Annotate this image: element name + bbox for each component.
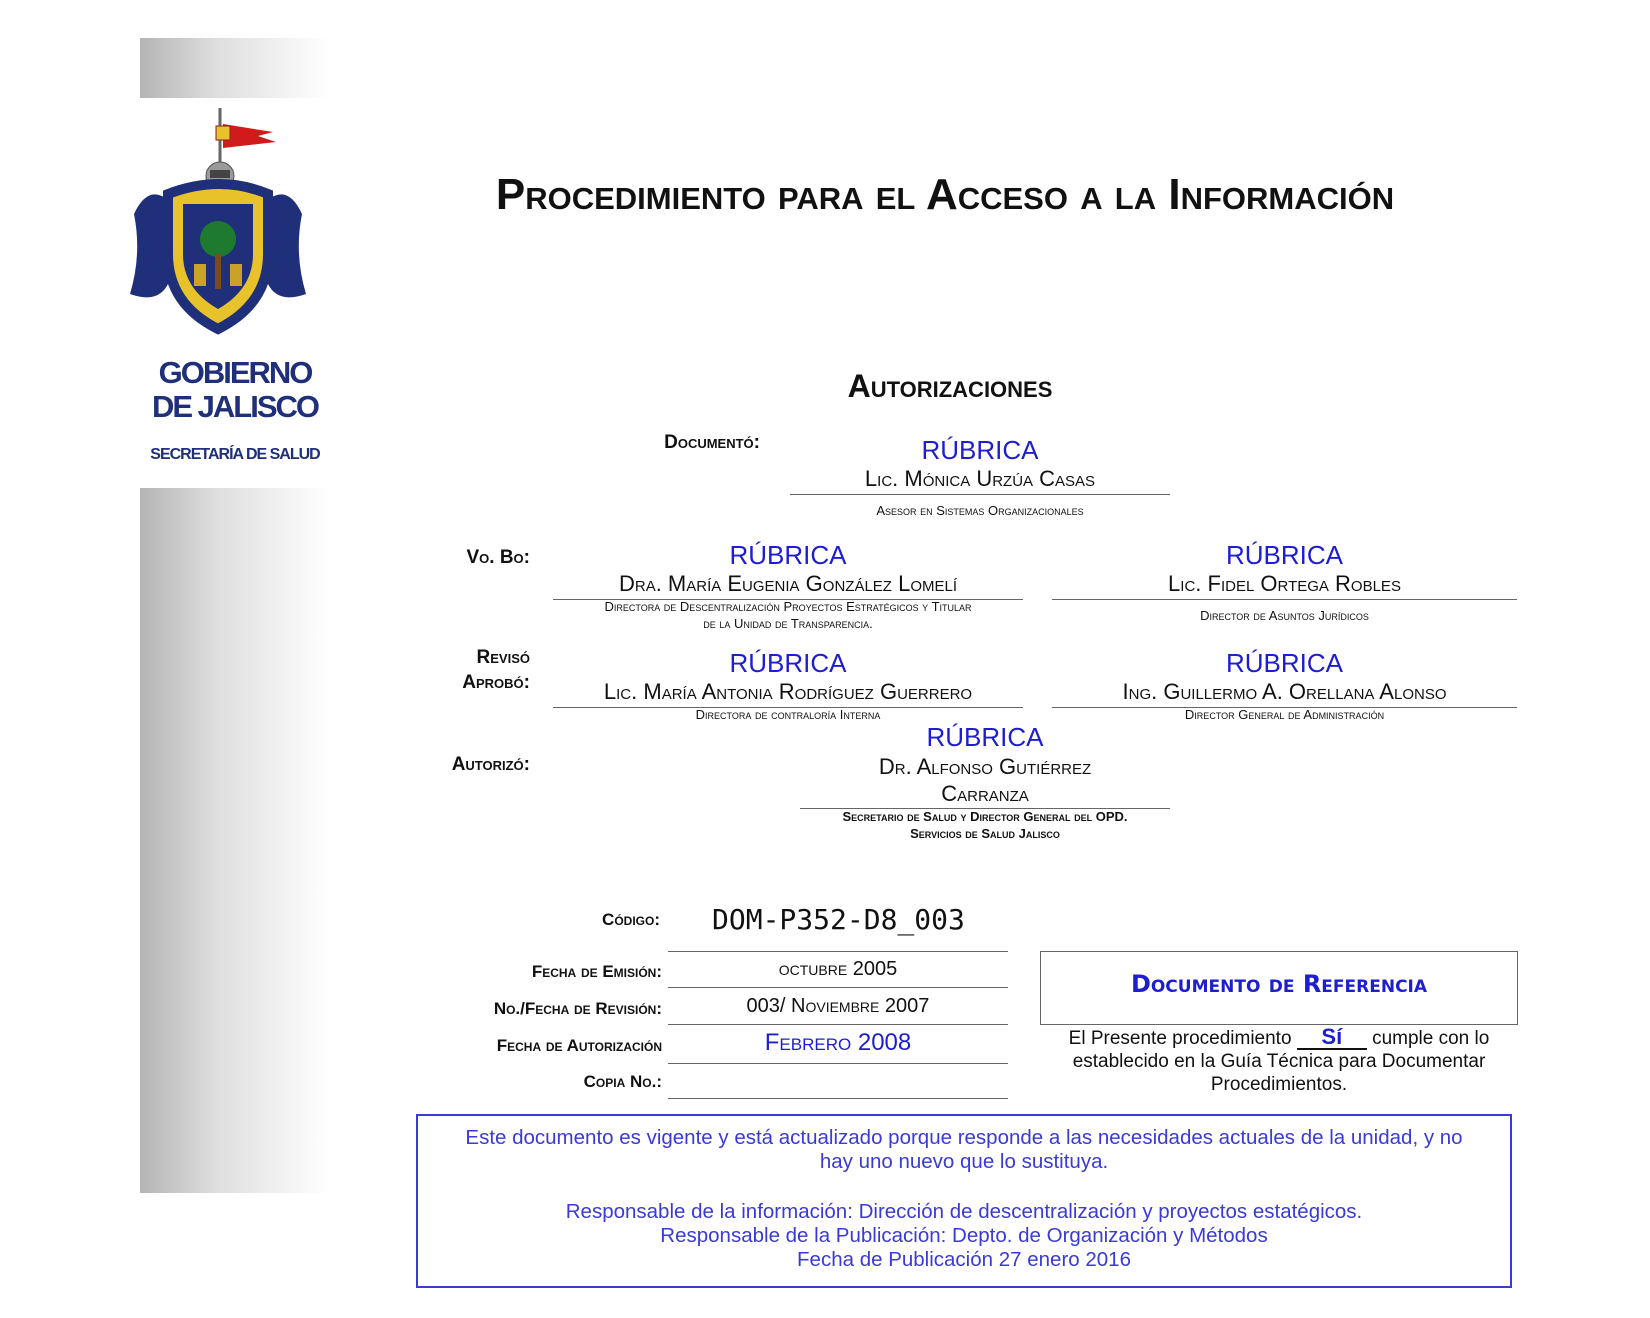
documento-role: Asesor en Sistemas Organizacionales (876, 503, 1084, 518)
documento-rubrica: RÚBRICA (921, 435, 1039, 465)
fechas-top-rule (668, 951, 1008, 952)
coat-of-arms-icon (128, 104, 308, 344)
page-title: Procedimiento para el Acceso a la Información (495, 170, 1395, 219)
autorizo-name-line2: Carranza (941, 781, 1029, 806)
vobo-label: Vo. Bo: (466, 547, 530, 568)
autorizo-role-line2: Servicios de Salud Jalisco (910, 826, 1060, 841)
reviso-label (330, 645, 530, 695)
fecha-emision-value: octubre 2005 (668, 958, 1008, 988)
referencia-line1 (1040, 1026, 1518, 1050)
reviso-label-line2: Aprobó: (462, 672, 530, 693)
notice-line3: Responsable de la información: Dirección de descentralización y proyectos estatégicos. (565, 1200, 1363, 1223)
section-heading: Autorizaciones (847, 368, 1053, 404)
sidebar-top-bar (140, 38, 330, 98)
fecha-revision-value: 003/ Noviembre 2007 (668, 995, 1008, 1025)
copia-value (668, 1068, 1008, 1099)
referencia-line2: establecido en la Guía Técnica para Documentar (1072, 1051, 1486, 1072)
notice-line1: Este documento es vigente y está actualizado porque responde a las necesidades actuales de la unidad, y no (465, 1126, 1463, 1149)
referencia-line3: Procedimientos. (1210, 1074, 1348, 1095)
fecha-revision-label: No./Fecha de Revisión: (493, 999, 662, 1018)
reviso-left-role: Directora de contraloría Interna (695, 707, 881, 722)
vobo-right-role: Director de Asuntos Jurídicos (1200, 608, 1369, 623)
notice-line4: Responsable de la Publicación: Depto. de Organización y Métodos (660, 1224, 1268, 1247)
referencia-text-before: El Presente procedimiento (1068, 1028, 1292, 1049)
autorizo-role-line1: Secretario de Salud y Director General del OPD. (842, 809, 1128, 824)
vobo-left-role (553, 598, 1023, 632)
vobo-right-name: Lic. Fidel Ortega Robles (1052, 571, 1517, 600)
autorizo-label: Autorizó: (451, 754, 530, 775)
notice-line5: Fecha de Publicación 27 enero 2016 (797, 1248, 1131, 1271)
codigo-label: Código: (602, 910, 660, 929)
referencia-text (1040, 1026, 1518, 1096)
documento-name: Lic. Mónica Urzúa Casas (790, 466, 1170, 495)
copia-label: Copia No.: (583, 1072, 662, 1091)
documento-label: Documentó: (664, 432, 760, 453)
vobo-left-name: Dra. María Eugenia González Lomelí (553, 571, 1023, 600)
vobo-right-rubrica: RÚBRICA (1225, 540, 1343, 570)
notice-line2: hay uno nuevo que lo sustituya. (819, 1150, 1109, 1173)
vobo-left-role-line2: de la Unidad de Transparencia. (703, 616, 873, 631)
reviso-right-role: Director General de Administración (1184, 707, 1385, 722)
codigo-value: DOM-P352-D8_003 (712, 903, 965, 936)
org-line2: DE JALISCO (151, 389, 319, 424)
notice-box (416, 1114, 1512, 1288)
vobo-left-role-line1: Directora de Descentralización Proyectos Estratégicos y Titular (604, 599, 972, 614)
reviso-right-rubrica: RÚBRICA (1225, 648, 1343, 678)
reviso-label-line1: Revisó (476, 647, 530, 668)
autorizo-role (800, 808, 1170, 842)
reviso-left-name: Lic. María Antonia Rodríguez Guerrero (553, 679, 1023, 708)
org-name (110, 356, 360, 424)
reviso-right-name: Ing. Guillermo A. Orellana Alonso (1052, 679, 1517, 708)
referencia-answer: Sí (1297, 1026, 1367, 1050)
autorizo-rubrica: RÚBRICA (926, 722, 1044, 752)
org-line1: GOBIERNO (158, 355, 312, 390)
referencia-text-after: cumple con lo (1372, 1028, 1490, 1049)
fecha-autorizacion-label: Fecha de Autorización (496, 1036, 662, 1055)
fecha-autorizacion-value: Febrero 2008 (668, 1029, 1008, 1064)
sidebar-bottom-bar (140, 488, 330, 1193)
autorizo-name-line1: Dr. Alfonso Gutiérrez (878, 754, 1092, 779)
fecha-emision-label: Fecha de Emisión: (531, 962, 662, 981)
reviso-left-rubrica: RÚBRICA (729, 648, 847, 678)
autorizo-name (800, 753, 1170, 809)
department-name: SECRETARÍA DE SALUD (150, 446, 320, 463)
referencia-title: Documento de Referencia (1130, 970, 1428, 998)
vobo-left-rubrica: RÚBRICA (729, 540, 847, 570)
